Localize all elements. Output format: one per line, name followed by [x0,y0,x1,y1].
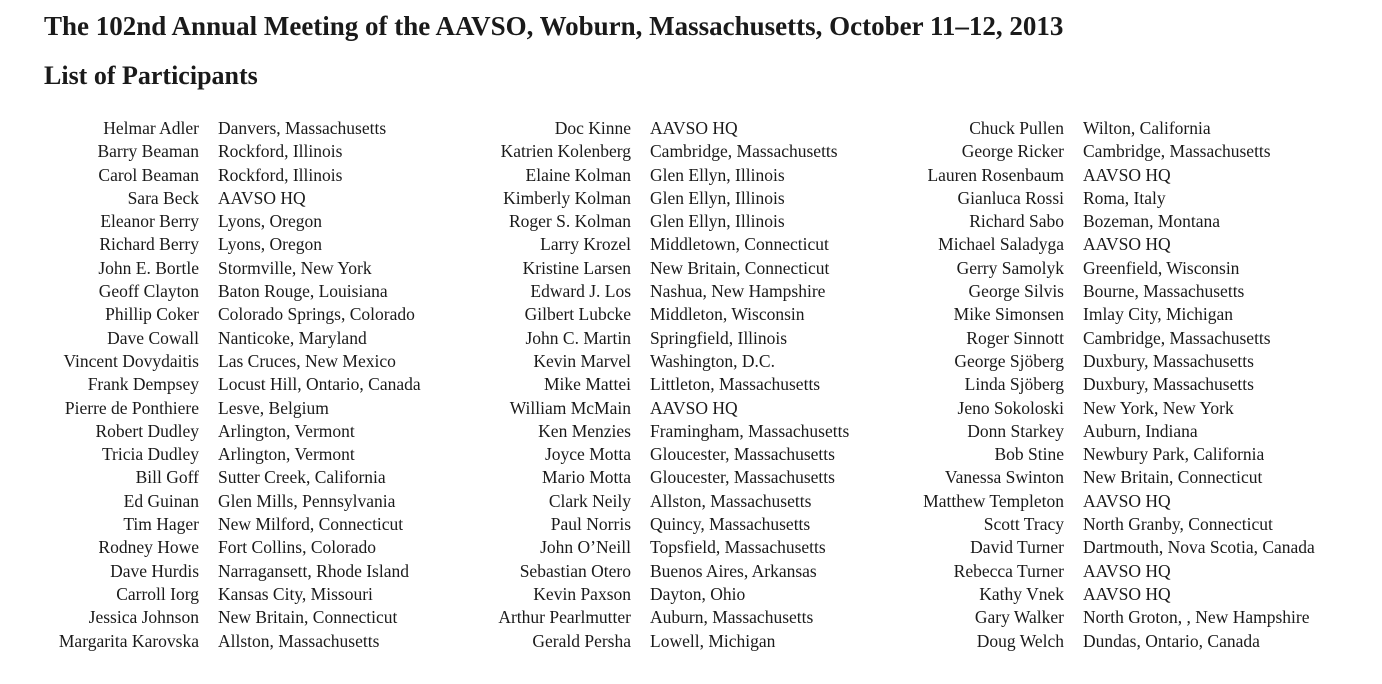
participant-name: Matthew Templeton [923,490,1064,511]
participant-name: Rodney Howe [98,537,199,558]
participant-name: David Turner [970,537,1064,558]
participant-name: Vanessa Swinton [944,467,1064,488]
participant-name: Rebecca Turner [953,560,1064,581]
participant-name: Carol Beaman [98,164,199,185]
participant-name: Tricia Dudley [101,444,199,465]
participant-location: Danvers, Massachusetts [218,118,387,138]
participant-name: Michael Saladyga [938,234,1064,255]
participant-name: Larry Krozel [540,234,631,255]
participant-name: Sara Beck [127,187,199,208]
participant-name: George Sjöberg [954,350,1064,371]
participant-location: Narragansett, Rhode Island [218,560,409,581]
participant-location: Auburn, Indiana [1083,420,1198,441]
participant-location: AAVSO HQ [1083,490,1171,511]
participant-name: Arthur Pearlmutter [498,607,631,628]
participant-name: Kimberly Kolman [503,187,631,208]
participant-location: New York, New York [1083,397,1234,418]
participant-location: Topsfield, Massachusetts [650,537,826,558]
participant-location: Duxbury, Massachusetts [1083,350,1254,371]
participant-name: Joyce Motta [544,444,631,465]
participant-name: Vincent Dovydaitis [63,350,199,371]
participant-name: Chuck Pullen [969,118,1064,138]
participant-location: Nanticoke, Maryland [218,327,367,348]
participant-name: Helmar Adler [103,118,199,138]
participant-name: Roger Sinnott [966,327,1064,348]
participant-location: Fort Collins, Colorado [218,537,376,558]
participant-location: AAVSO HQ [650,397,738,418]
participant-location: Bourne, Massachusetts [1083,281,1245,302]
participant-location: Allston, Massachusetts [218,630,380,651]
participant-name: Richard Berry [99,234,199,255]
participant-location: Duxbury, Massachusetts [1083,374,1254,395]
participant-location: Dundas, Ontario, Canada [1083,630,1260,651]
participant-name: Doc Kinne [554,118,631,138]
participant-location: Stormville, New York [218,257,372,278]
participant-name: Gerald Persha [532,630,631,651]
participant-name: Gilbert Lubcke [524,304,631,325]
participant-location: Glen Ellyn, Illinois [650,187,785,208]
participant-location: Arlington, Vermont [218,420,355,441]
participant-location: Rockford, Illinois [218,141,343,162]
participant-location: Lowell, Michigan [650,630,776,651]
participant-name: Gary Walker [974,607,1064,628]
participant-name: Dave Hurdis [110,560,199,581]
participant-location: Middletown, Connecticut [650,234,829,255]
participant-name: Tim Hager [123,514,199,535]
participant-location: New Britain, Connecticut [650,257,830,278]
participant-location: Cambridge, Massachusetts [1083,141,1271,162]
participant-location: New Britain, Connecticut [1083,467,1263,488]
participant-name: Ken Menzies [538,420,631,441]
participant-location: Sutter Creek, California [218,467,386,488]
participant-location: North Granby, Connecticut [1083,514,1273,535]
participant-name: John E. Bortle [98,257,199,278]
participant-location: AAVSO HQ [1083,164,1171,185]
participant-name: John O’Neill [540,537,631,558]
participant-location: Lyons, Oregon [218,211,323,232]
participant-location: Newbury Park, California [1083,444,1265,465]
participant-name: Eleanor Berry [100,211,199,232]
participant-name: John C. Martin [525,327,631,348]
participant-name: Barry Beaman [97,141,199,162]
participant-name: Phillip Coker [105,304,199,325]
participant-location: North Groton, , New Hampshire [1083,607,1310,628]
participant-name: Katrien Kolenberg [500,141,631,162]
participant-location: Colorado Springs, Colorado [218,304,415,325]
participant-name: Carroll Iorg [116,583,199,604]
participant-name: Dave Cowall [107,327,199,348]
participant-location: Glen Mills, Pennsylvania [218,490,396,511]
participant-name: Richard Sabo [969,211,1064,232]
participant-location: Glen Ellyn, Illinois [650,164,785,185]
participant-location: Gloucester, Massachusetts [650,444,835,465]
participant-location: Cambridge, Massachusetts [1083,327,1271,348]
participant-name: Mario Motta [542,467,631,488]
participant-name: George Silvis [968,281,1064,302]
participant-name: Scott Tracy [983,514,1064,535]
participant-name: Clark Neily [548,490,631,511]
participant-name: Paul Norris [550,514,631,535]
participant-location: AAVSO HQ [1083,583,1171,604]
participant-location: Gloucester, Massachusetts [650,467,835,488]
participant-location: Littleton, Massachusetts [650,374,821,395]
participant-name: Margarita Karovska [58,630,199,651]
participant-name: Kristine Larsen [522,257,631,278]
participant-name: Jeno Sokoloski [957,397,1064,418]
participant-location: Quincy, Massachusetts [650,514,811,535]
participant-name: Donn Starkey [967,420,1064,441]
participant-location: Lesve, Belgium [218,397,329,418]
participant-location: Las Cruces, New Mexico [218,350,396,371]
participant-location: AAVSO HQ [650,118,738,138]
participant-location: Cambridge, Massachusetts [650,141,838,162]
participant-location: Middleton, Wisconsin [650,304,805,325]
participant-location: AAVSO HQ [1083,560,1171,581]
section-heading: List of Participants [44,61,258,90]
participant-name: Sebastian Otero [519,560,631,581]
participant-name: Pierre de Ponthiere [64,397,199,418]
participant-location: Buenos Aires, Arkansas [650,560,817,581]
participant-location: Framingham, Massachusetts [650,420,850,441]
participant-name: Doug Welch [976,630,1064,651]
participant-location: Rockford, Illinois [218,164,343,185]
participant-name: Lauren Rosenbaum [927,164,1064,185]
participant-location: Bozeman, Montana [1083,211,1221,232]
participant-location: AAVSO HQ [1083,234,1171,255]
participant-name: Gianluca Rossi [957,187,1064,208]
participant-name: Ed Guinan [123,490,199,511]
participant-location: AAVSO HQ [218,187,306,208]
participant-name: Edward J. Los [530,281,631,302]
participant-location: Roma, Italy [1083,187,1166,208]
participant-name: Elaine Kolman [525,164,631,185]
participant-name: Geoff Clayton [98,281,199,302]
participant-name: Frank Dempsey [87,374,199,395]
participant-name: William McMain [509,397,631,418]
participant-location: Imlay City, Michigan [1083,304,1234,325]
participant-location: Locust Hill, Ontario, Canada [218,374,421,395]
participant-location: Glen Ellyn, Illinois [650,211,785,232]
participant-name: Bill Goff [135,467,199,488]
participant-location: New Milford, Connecticut [218,514,404,535]
participant-name: Kevin Paxson [533,583,631,604]
participant-location: Lyons, Oregon [218,234,323,255]
participant-location: Dartmouth, Nova Scotia, Canada [1083,537,1315,558]
participant-name: Gerry Samolyk [956,257,1064,278]
participant-location: Arlington, Vermont [218,444,355,465]
participant-location: Wilton, California [1083,118,1211,138]
participant-location: New Britain, Connecticut [218,607,398,628]
participant-name: Mike Simonsen [953,304,1064,325]
participant-name: Bob Stine [994,444,1064,465]
participant-name: Robert Dudley [95,420,199,441]
participant-name: Kathy Vnek [979,583,1064,604]
participant-location: Springfield, Illinois [650,327,788,348]
participant-name: Linda Sjöberg [964,374,1064,395]
participant-location: Nashua, New Hampshire [650,281,826,302]
participant-name: George Ricker [961,141,1064,162]
participant-name: Jessica Johnson [88,607,199,628]
participant-location: Auburn, Massachusetts [650,607,814,628]
participant-location: Kansas City, Missouri [218,583,373,604]
participant-name: Mike Mattei [544,374,631,395]
page-title: The 102nd Annual Meeting of the AAVSO, Woburn, Massachusetts, October 11–12, 2013 [44,11,1064,41]
participant-name: Roger S. Kolman [508,211,631,232]
participant-location: Washington, D.C. [650,350,775,371]
participant-location: Greenfield, Wisconsin [1083,257,1240,278]
participant-location: Allston, Massachusetts [650,490,812,511]
participant-name: Kevin Marvel [533,350,631,371]
participant-location: Dayton, Ohio [650,583,746,604]
participant-location: Baton Rouge, Louisiana [218,281,388,302]
